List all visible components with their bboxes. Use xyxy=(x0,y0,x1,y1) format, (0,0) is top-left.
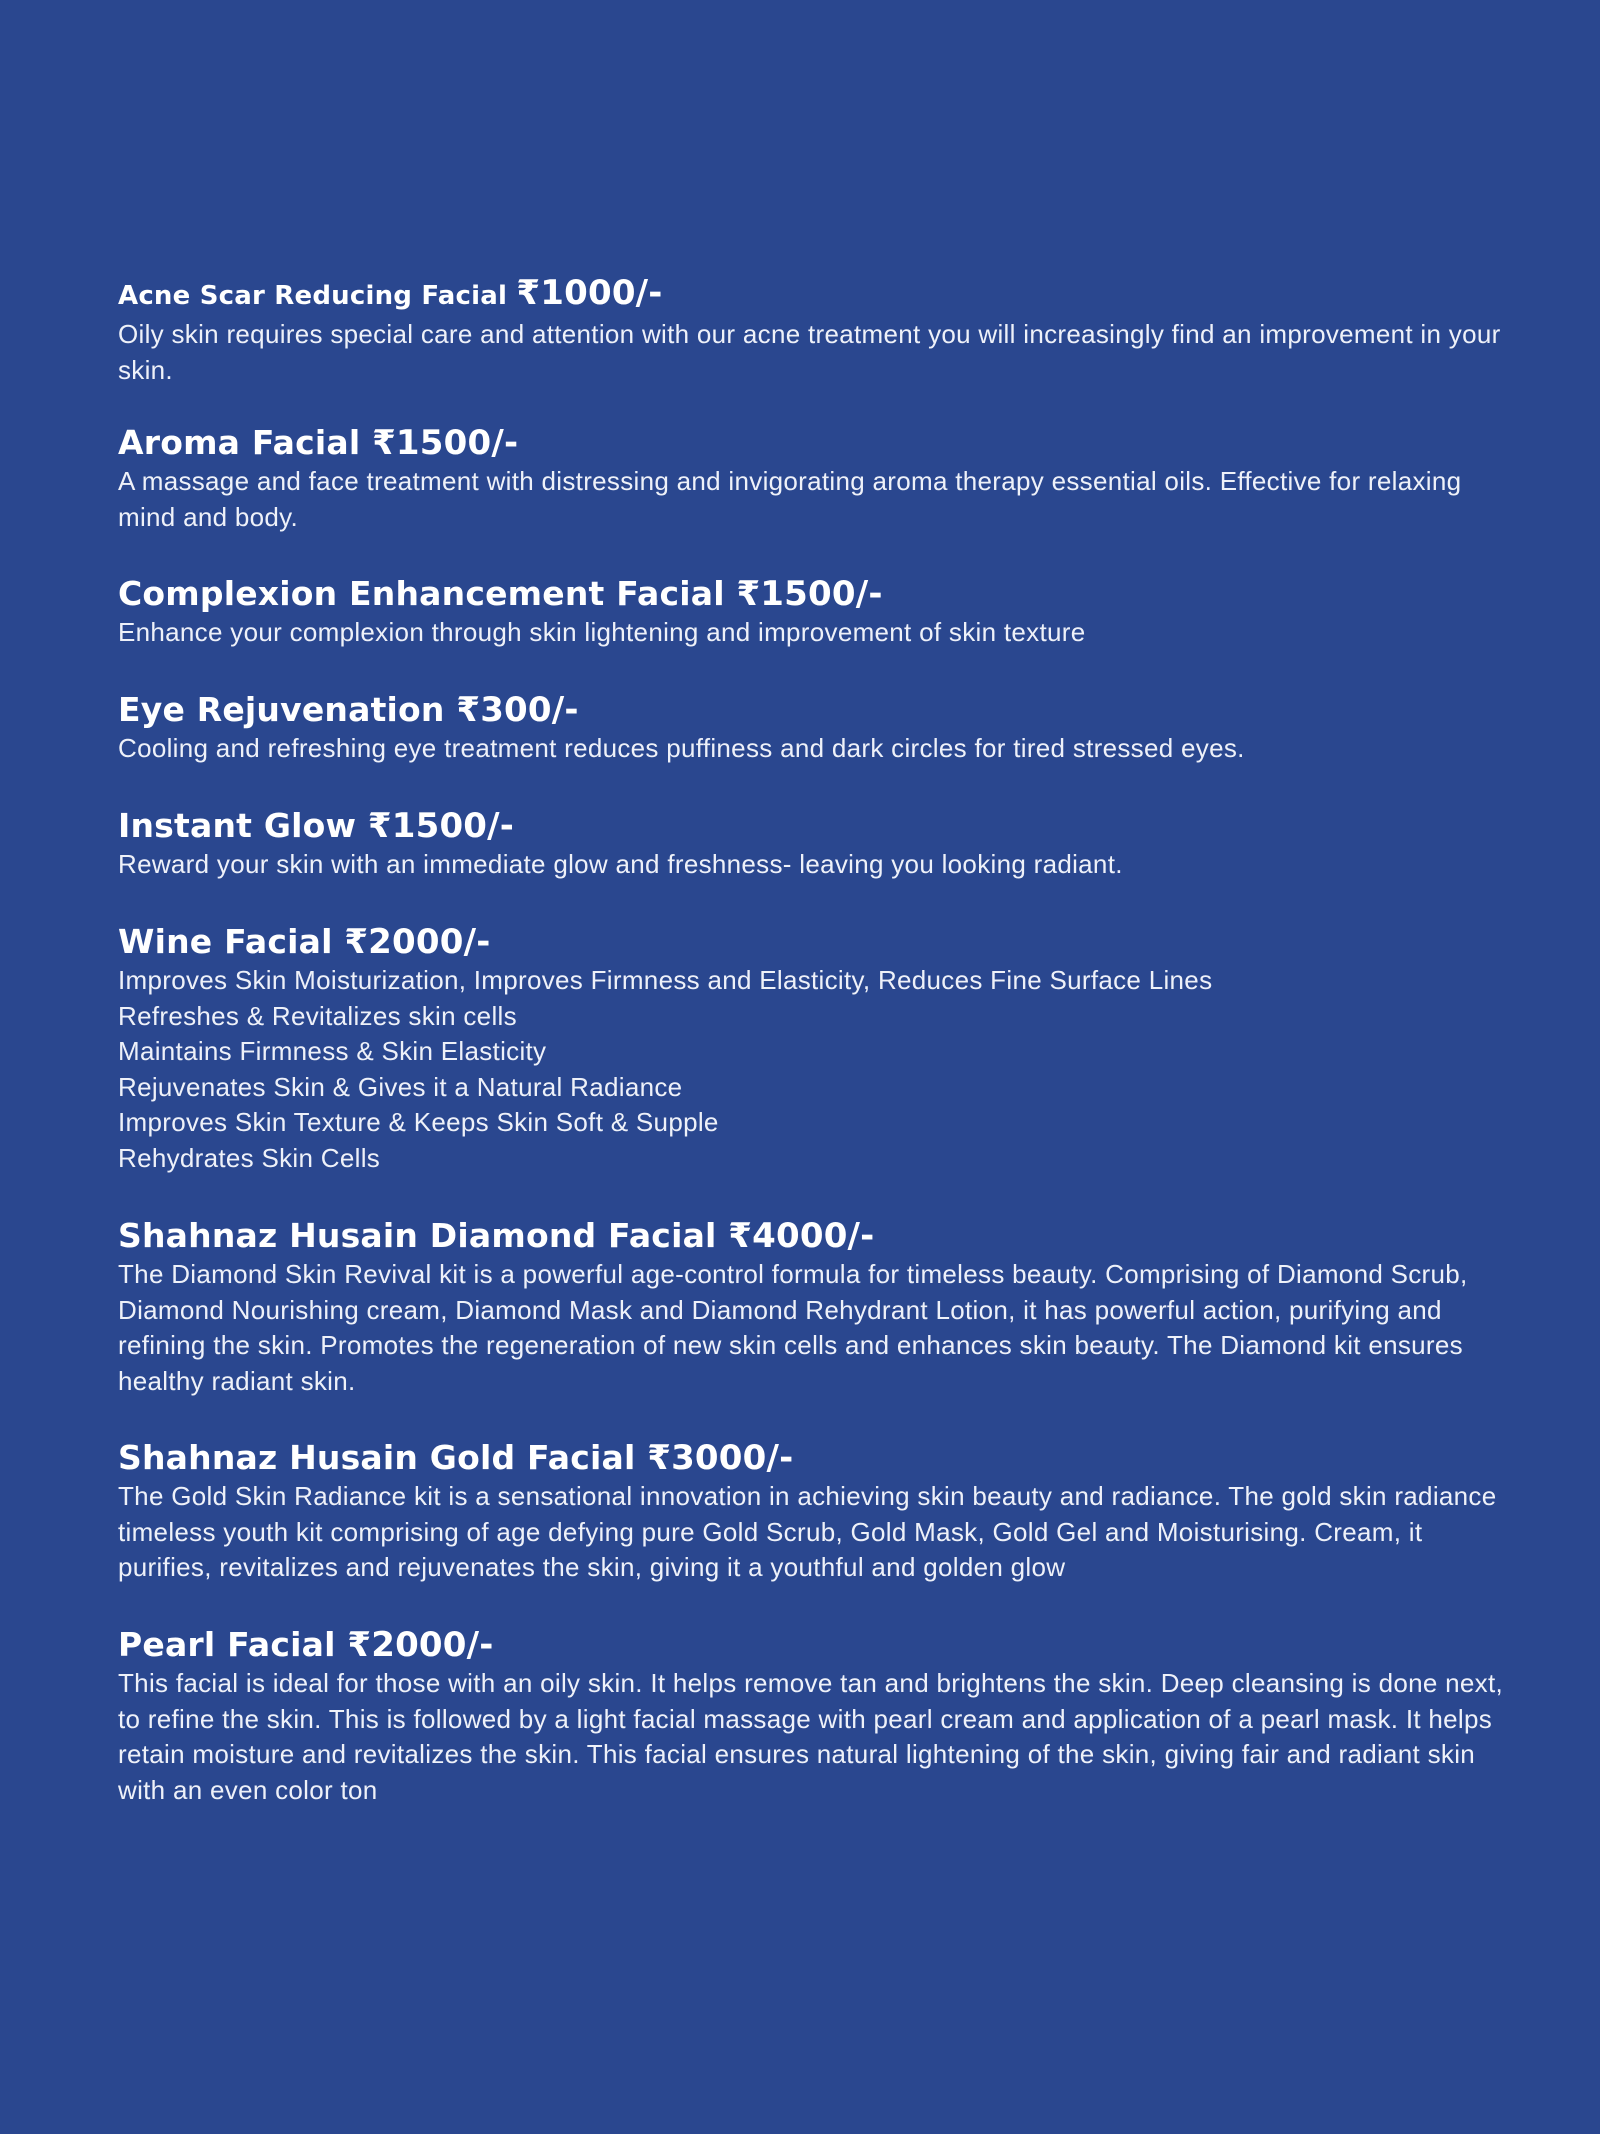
service-price: ₹2000/- xyxy=(347,1625,494,1665)
service-title xyxy=(118,1437,1508,1479)
service-complexion-enhancement-facial xyxy=(118,573,1508,689)
description-line: Cooling and refreshing eye treatment reduces puffiness and dark circles for tired stressed eyes. xyxy=(118,733,1245,763)
description-line: A massage and face treatment with distressing and invigorating aroma therapy essential oils. Effective for relaxing mind and body. xyxy=(118,466,1462,532)
service-acne-scar-reducing-facial xyxy=(118,272,1508,422)
service-description xyxy=(118,317,1508,388)
description-line: The Gold Skin Radiance kit is a sensational innovation in achieving skin beauty and radiance. The gold skin radiance timeless youth kit comprising of age defying pure Gold Scrub, Gold Mask, Gold Gel and Moisturising. Cream, it purifies, revitalizes and rejuvenates the skin, giving it a youthful and golden glow xyxy=(118,1481,1497,1582)
description-line: This facial is ideal for those with an oily skin. It helps remove tan and brightens the skin. Deep cleansing is done next, to refine the skin. This is followed by a light facial massage with pearl cream and application of a pearl mask. It helps retain moisture and revitalizes the skin. This facial ensures natural lightening of the skin, giving fair and radiant skin with an even color ton xyxy=(118,1668,1503,1805)
service-name: Pearl Facial xyxy=(118,1625,336,1664)
benefit-line: Rehydrates Skin Cells xyxy=(118,1142,381,1173)
service-title xyxy=(118,805,1508,847)
service-price: ₹1500/- xyxy=(367,806,515,846)
service-wine-facial xyxy=(118,921,1508,1215)
description-line: Oily skin requires special care and attention with our acne treatment you will increasingly find an improvement in your skin. xyxy=(118,319,1501,385)
service-name: Instant Glow xyxy=(118,806,357,845)
benefit-line: Improves Skin Moisturization, Improves Firmness and Elasticity, Reduces Fine Surface Lines xyxy=(118,965,1213,995)
description-line: Reward your skin with an immediate glow and freshness- leaving you looking radiant. xyxy=(118,849,1123,879)
service-description xyxy=(118,1257,1508,1399)
service-description xyxy=(118,1479,1508,1586)
service-title xyxy=(118,272,1508,317)
service-aroma-facial xyxy=(118,422,1508,573)
service-description xyxy=(118,731,1508,767)
service-description xyxy=(118,1666,1508,1808)
benefit-line: Refreshes & Revitalizes skin cells xyxy=(118,1000,517,1031)
service-name: Wine Facial xyxy=(118,922,333,961)
description-line: Enhance your complexion through skin lightening and improvement of skin texture xyxy=(118,617,1086,647)
benefit-line: Rejuvenates Skin & Gives it a Natural Radiance xyxy=(118,1071,683,1102)
service-description xyxy=(118,615,1508,651)
service-description xyxy=(118,464,1508,535)
service-name: Complexion Enhancement Facial xyxy=(118,574,725,613)
service-description xyxy=(118,847,1508,883)
service-price: ₹2000/- xyxy=(344,922,491,962)
benefit-line: Improves Skin Texture & Keeps Skin Soft & Supple xyxy=(118,1107,719,1137)
service-gold-facial xyxy=(118,1437,1508,1624)
service-price: ₹1500/- xyxy=(372,423,519,463)
service-instant-glow xyxy=(118,805,1508,921)
service-price: ₹300/- xyxy=(456,690,579,730)
service-title xyxy=(118,689,1508,731)
service-description xyxy=(118,963,1508,1176)
service-title xyxy=(118,1624,1508,1666)
description-line: The Diamond Skin Revival kit is a powerful age-control formula for timeless beauty. Comprising of Diamond Scrub, Diamond Nourishing cream, Diamond Mask and Diamond Rehydrant Lotion, it has powerful action, purifying and refining the skin. Promotes the regeneration of new skin cells and enhances skin beauty. The Diamond kit ensures healthy radiant skin. xyxy=(118,1259,1468,1396)
service-pearl-facial xyxy=(118,1624,1508,1811)
service-price: ₹1500/- xyxy=(736,574,883,614)
service-eye-rejuvenation xyxy=(118,689,1508,805)
service-diamond-facial xyxy=(118,1215,1508,1437)
service-name: Acne Scar Reducing Facial xyxy=(118,281,508,311)
service-name: Eye Rejuvenation xyxy=(118,690,445,729)
service-price: ₹3000/- xyxy=(647,1438,794,1478)
service-price: ₹1000/- xyxy=(516,273,663,313)
benefit-line: Maintains Firmness & Skin Elasticity xyxy=(118,1036,547,1066)
service-title xyxy=(118,422,1508,464)
service-price: ₹4000/- xyxy=(728,1216,875,1256)
service-title xyxy=(118,921,1508,963)
service-title xyxy=(118,573,1508,615)
service-name: Shahnaz Husain Gold Facial xyxy=(118,1438,636,1477)
service-name: Aroma Facial xyxy=(118,423,361,462)
facial-price-list xyxy=(118,272,1508,1811)
service-title xyxy=(118,1215,1508,1257)
service-name: Shahnaz Husain Diamond Facial xyxy=(118,1216,717,1255)
